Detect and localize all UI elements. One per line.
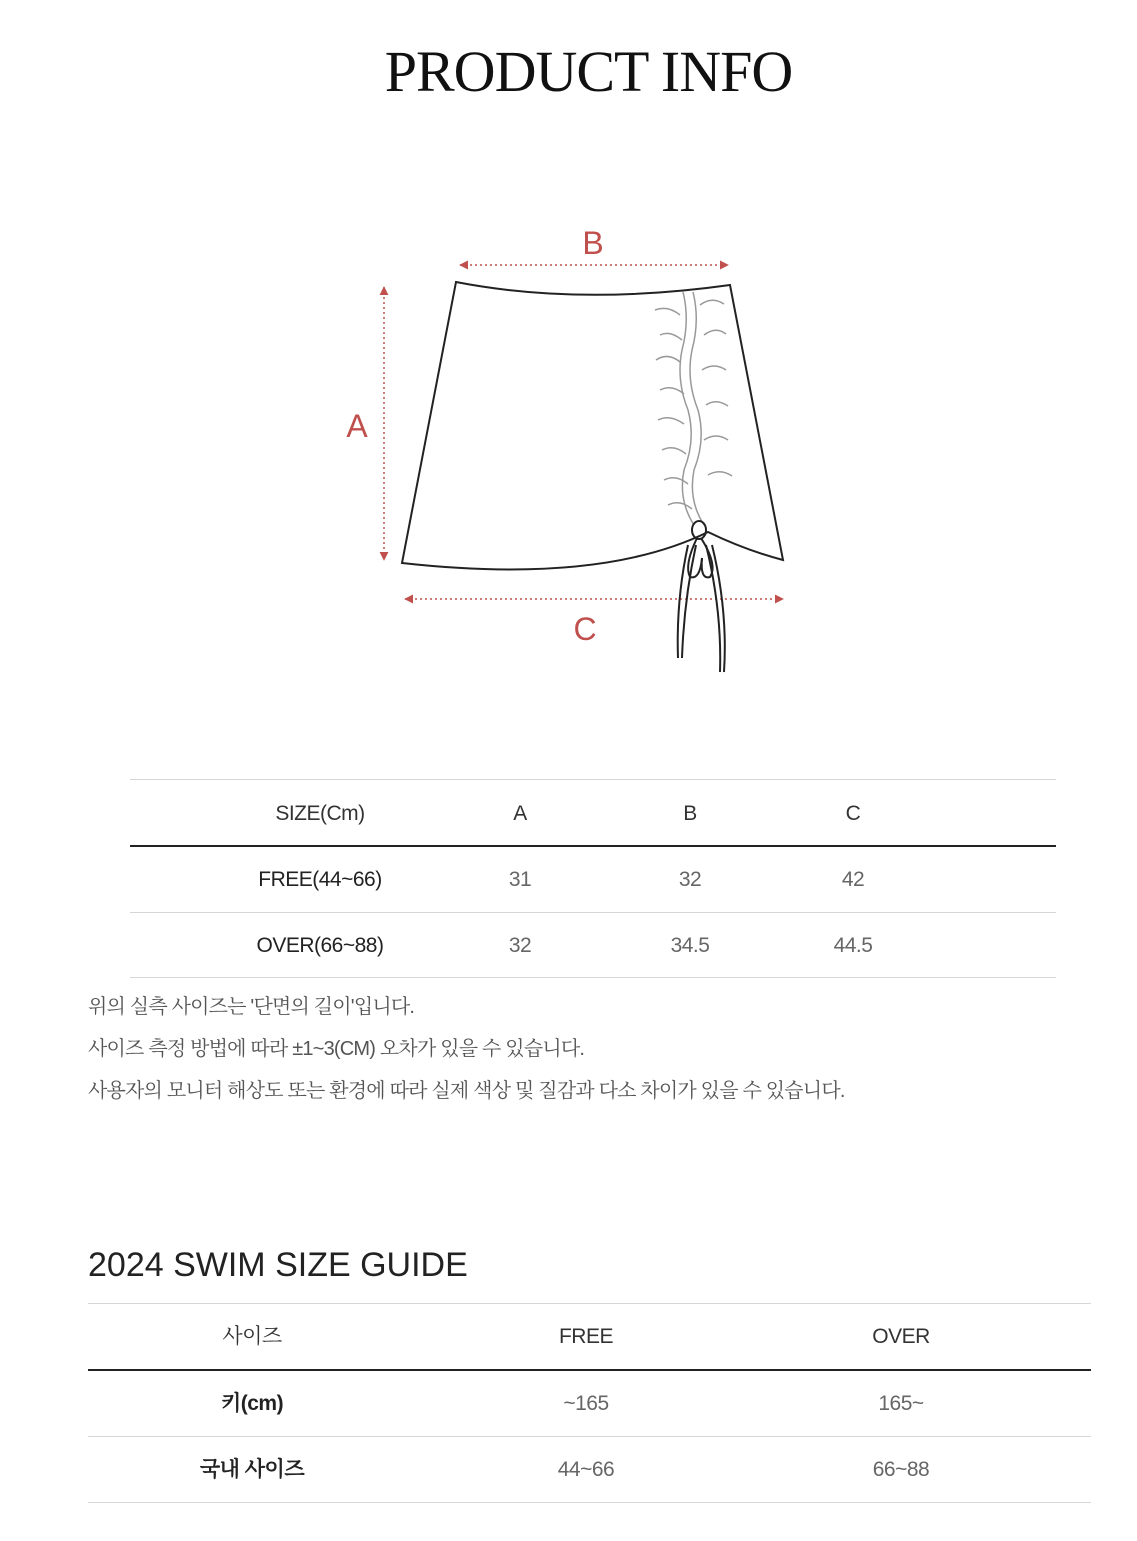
guide-row-free: 44~66: [557, 1458, 615, 1481]
guide-row-label: 국내 사이즈: [199, 1458, 305, 1481]
table-row: [130, 847, 1056, 913]
guide-header-over: OVER: [872, 1325, 930, 1348]
header-c: C: [845, 802, 861, 825]
header-a: A: [513, 802, 527, 825]
size-notes: [88, 986, 845, 1112]
guide-row-free: ~165: [563, 1392, 609, 1415]
row-value-a: 32: [508, 934, 532, 957]
guide-row-label: 키(cm): [220, 1392, 284, 1415]
guide-header-size: 사이즈: [222, 1325, 282, 1348]
skirt-outline: [402, 282, 783, 569]
note-line: 사이즈 측정 방법에 따라 ±1~3(CM) 오차가 있을 수 있습니다.: [88, 1038, 585, 1060]
guide-header-free: FREE: [558, 1325, 613, 1348]
guide-header-row: [88, 1304, 1091, 1370]
table-row: [88, 1437, 1091, 1503]
row-size-label: OVER(66~88): [256, 934, 384, 957]
table-bottom-divider: [130, 977, 1056, 978]
label-a: A: [346, 408, 368, 444]
row-value-a: 31: [508, 868, 532, 891]
row-value-b: 32: [678, 868, 702, 891]
guide-title: 2024 SWIM SIZE GUIDE: [88, 1246, 468, 1284]
table-row: [130, 913, 1056, 979]
page-title: PRODUCT INFO: [384, 39, 793, 104]
note-line: 위의 실측 사이즈는 '단면의 길이'입니다.: [88, 996, 415, 1018]
guide-row-over: 66~88: [872, 1458, 930, 1481]
row-value-b: 34.5: [670, 934, 710, 957]
table-top-divider: [130, 779, 1056, 780]
table-row: [88, 1371, 1091, 1437]
label-c: C: [573, 611, 597, 647]
label-b: B: [582, 225, 604, 261]
row-size-label: FREE(44~66): [258, 868, 382, 891]
drawstring-tie: [678, 521, 725, 672]
row-value-c: 42: [841, 868, 865, 891]
note-line: 사용자의 모니터 해상도 또는 환경에 따라 실제 색상 및 질감과 다소 차이가 있을 수 있습니다.: [88, 1080, 845, 1102]
table-header-row: [130, 781, 1056, 847]
guide-row-over: 165~: [878, 1392, 924, 1415]
header-size: SIZE(Cm): [275, 802, 365, 825]
header-b: B: [683, 802, 697, 825]
row-value-c: 44.5: [833, 934, 873, 957]
skirt-diagram: [0, 0, 1137, 760]
guide-bottom-divider: [88, 1502, 1091, 1503]
